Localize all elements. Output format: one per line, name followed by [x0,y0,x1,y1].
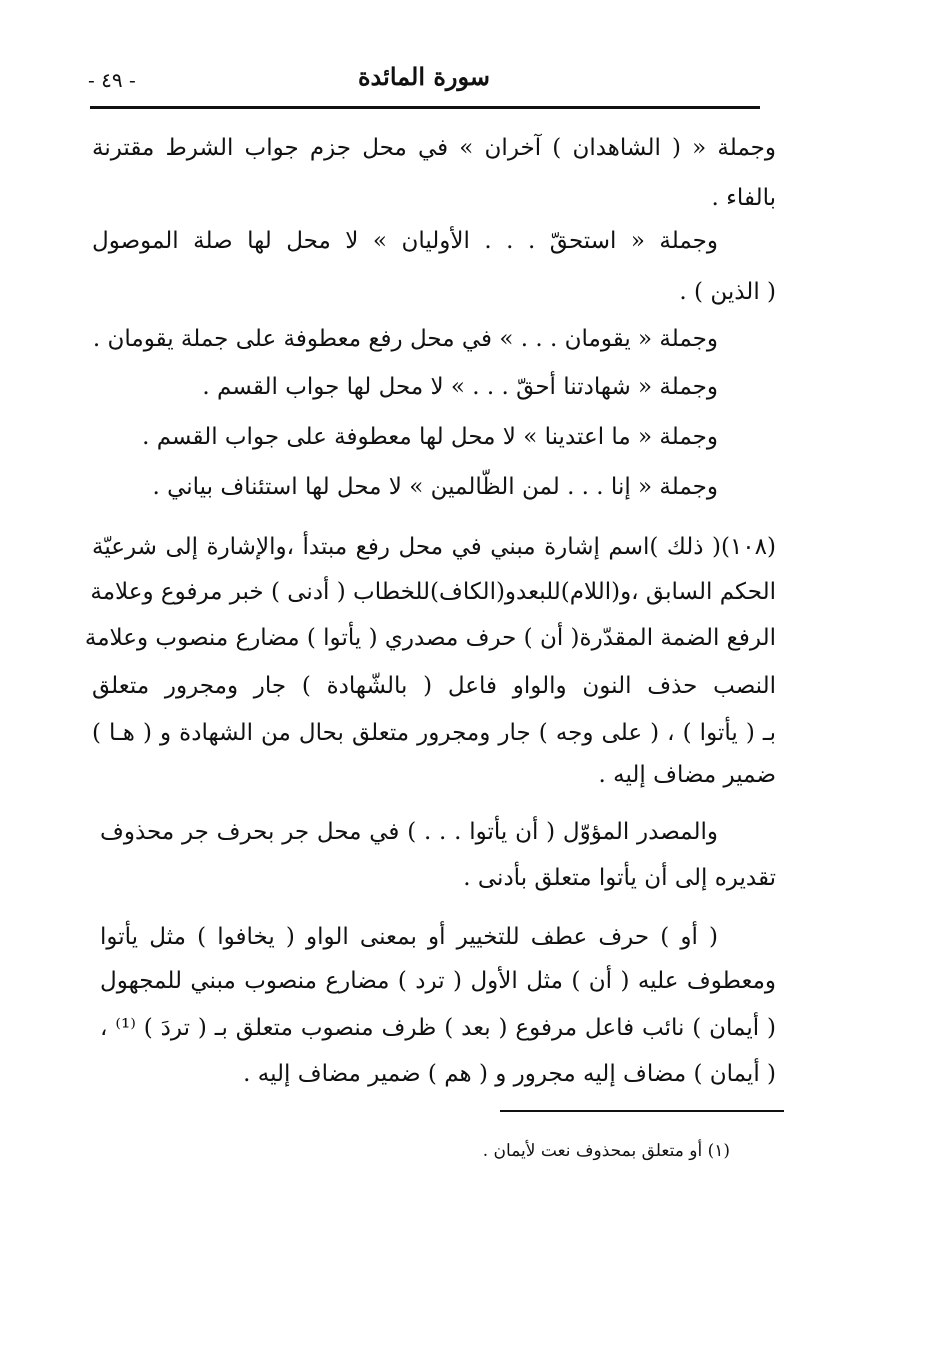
footnote: (١) أو متعلق بمحذوف نعت لأيمان . [482,1141,730,1161]
text-line: وجملة « إنا . . . لمن الظّالمين » لا محل لها استئناف بياني . [152,474,718,500]
page-number: - ٤٩ - [88,68,136,92]
text-line: وجملة « شهادتنا أحقّ . . . » لا محل لها جواب القسم . [202,374,718,400]
text-line: ضمير مضاف إليه . [598,762,776,788]
text-line: بـ ( يأتوا ) ، ( على وجه ) جار ومجرور متعلق بحال من الشهادة و ( هـا ) [92,720,776,746]
text-line: بالفاء . [711,185,776,211]
text-line: ( الذين ) . [679,279,776,305]
text-line: النصب حذف النون والواو فاعل ( بالشّهادة ) جار ومجرور متعلق [92,673,776,699]
page-header [88,62,760,102]
surah-title: سورة المائدة [357,62,491,91]
text-line: (١٠٨)( ذلك )اسم إشارة مبني في محل رفع مبتدأ ،والإشارة إلى شرعيّة [92,534,776,560]
text-line: ومعطوف عليه ( أن ) مثل الأول ( ترد ) مضارع منصوب مبني للمجهول [100,968,776,994]
header-rule [90,106,760,109]
text-line: وجملة « ( الشاهدان ) آخران » في محل جزم جواب الشرط مقترنة [92,135,776,161]
text-line: وجملة « يقومان . . . » في محل رفع معطوفة على جملة يقومان . [92,326,718,352]
text-line: وجملة « استحقّ . . . الأوليان » لا محل لها صلة الموصول [92,228,718,254]
text-line: وجملة « ما اعتدينا » لا محل لها معطوفة على جواب القسم . [142,424,718,450]
text-line: الحكم السابق ،و(اللام)للبعدو(الكاف)للخطاب ( أدنى ) خبر مرفوع وعلامة [90,579,776,605]
text-line: ( أيمان ) مضاف إليه مجرور و ( هم ) ضمير مضاف إليه . [243,1061,776,1087]
text-line: ( أيمان ) نائب فاعل مرفوع ( بعد ) ظرف منصوب متعلق بـ ( تردَ ) ⁽¹⁾ ، [100,1015,777,1041]
text-line: تقديره إلى أن يأتوا متعلق بأدنى . [463,865,776,891]
footnote-rule [500,1110,784,1112]
text-line: والمصدر المؤوّل ( أن يأتوا . . . ) في محل جر بحرف جر محذوف [100,819,718,845]
text-line: ( أو ) حرف عطف للتخيير أو بمعنى الواو ( يخافوا ) مثل يأتوا [100,924,718,950]
text-line: الرفع الضمة المقدّرة( أن ) حرف مصدري ( يأتوا ) مضارع منصوب وعلامة [84,625,776,651]
